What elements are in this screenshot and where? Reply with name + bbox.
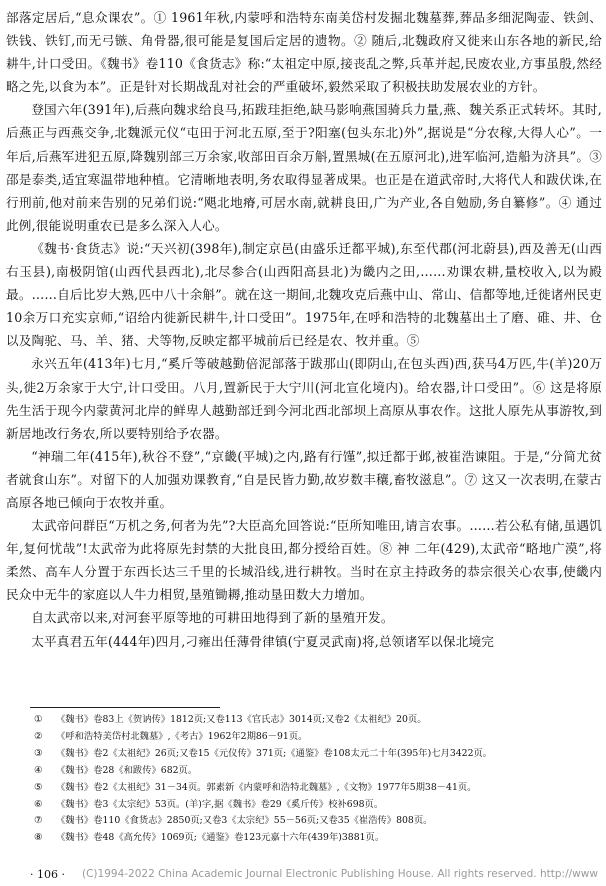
footnote-mark: ④	[34, 764, 43, 776]
footnote-mark: ⑦	[34, 815, 43, 827]
body-text	[6, 6, 602, 653]
footnote	[34, 830, 594, 847]
footnote-text: 《魏书》卷2《太祖纪》31－34页。郭素新《内蒙呼和浩特北魏墓》,《文物》1977年5期38－41页。	[56, 781, 477, 793]
page-number: · 106 ·	[30, 868, 65, 881]
footnote	[34, 746, 594, 763]
footnote-text: 《魏书》卷2《太祖纪》26页;又卷15《元仪传》371页;《通鉴》卷108太元二十年(395年)七月3422页。	[56, 747, 493, 759]
footnote	[34, 712, 594, 729]
footnotes	[34, 712, 594, 847]
footnote	[34, 763, 594, 780]
footnote-separator	[30, 707, 220, 708]
paragraph: 登国六年(391年),后燕向魏求给良马,拓跋珪拒绝,缺马影响燕国骑兵力量,燕、魏关系正式转坏。其时,后燕正与西燕交争,北魏派元仪“屯田于河北五原,至于?阳塞(包头东北)外”,据说是“分农稼,大得人心”。一年后,后燕军进犯五原,降魏别部三万余家,收部田百余万斛,置黑城(在五原河北),进军临河,造船为济具”。③ 邵是泰类,适宜寒温带地种植。它清晰地表明,务农取得显著成果。也正是在道武帝时,大将代人和跋伏诛,在行刑前,他对前来告别的兄弟们说:“飓北地瘠,可居水南,就耕良田,广为产业,各自勉励,务自纂修”。④ 通过此例,很能说明重农已是多么深入人心。	[6, 102, 602, 233]
footnote	[34, 797, 594, 814]
footnote-text: 《呼和浩特美岱村北魏墓》,《考古》1962年2期86－91页。	[56, 730, 308, 742]
paragraph: 太平真君五年(444年)四月,刁雍出任薄骨律镇(宁夏灵武南)将,总领诸军以保北境完	[31, 633, 495, 649]
footnote	[34, 729, 594, 746]
footnote-text: 《魏书》卷48《高允传》1069页;《通鉴》卷123元嘉十六年(439年)3881页。	[56, 832, 385, 844]
footnote-mark: ⑤	[34, 781, 43, 793]
paragraph: 永兴五年(413年)七月,“奚斤等破越勤倍泥部落于跋那山(即阴山,在包头西)西,获马4万匹,牛(羊)20万头,徙2万余家于大宁,计口受田。八月,置新民于大宁川(河北宣化境内)。给农器,计口受田”。⑥ 这是将原先生活于现今内蒙黄河北岸的鲜卑人越勤部迁到今河北西北部坝上高原从事农作。这批人原先从事游牧,到新居地改行务农,所以要特别给予农器。	[6, 356, 602, 441]
paragraph: 太武帝问群臣“万机之务,何者为先”?大臣高允回答说:“臣所知唯田,请言农事。……若公私有储,虽遇饥年,复何忧哉”!太武帝为此将原先封禁的大批良田,都分授给百姓。⑧ 神 二年(429),太武帝“略地广漠”,将柔然、高车人分置于东西长达三千里的长城沿线,进行耕牧。当时在京主持政务的恭宗很关心农事,使畿内民众中无牛的家庭以人牛力相贸,垦殖锄耨,推动垦田数大力增加。	[6, 518, 602, 603]
footnote	[34, 813, 594, 830]
copyright-watermark: (C)1994-2022 China Academic Journal Electronic Publishing House. All rights reserved. http://www	[82, 868, 598, 880]
footnote-mark: ③	[34, 747, 43, 759]
footnote-mark: ⑥	[34, 798, 43, 810]
footnote-mark: ②	[34, 730, 43, 742]
footnote-text: 《魏书》卷3《太宗纪》53页。(羊)字,据《魏书》卷29《奚斤传》校补698页。	[56, 798, 384, 810]
footnote	[34, 780, 594, 797]
paragraph: 部落定居后,“息众课农”。① 1961年秋,内蒙呼和浩特东南美岱村发掘北魏墓葬,葬品多细泥陶壶、铁剑、铁钱、铁钉,而无弓镞、角骨器,很可能是复国后定居的遗物。② 随后,北魏政府又徙来山东各地的新民,给耕牛,计口受田。《魏书》卷110《食货志》称:“太祖定中原,接丧乱之弊,兵革并起,民废农业,方事虽殷,然经略之先,以食为本”。正是针对长期战乱对社会的严重破坏,毅然采取了积极扶助发展农业的方针。	[6, 10, 602, 95]
footnote-text: 《魏书》卷28《和跋传》682页。	[56, 764, 198, 776]
footnote-text: 《魏书》卷110《食货志》2850页;又卷3《太宗纪》55－56页;又卷35《崔浩传》808页。	[56, 815, 433, 827]
footnote-mark: ①	[34, 714, 43, 725]
paragraph: 自太武帝以来,对河套平原等地的可耕田地得到了新的垦殖开发。	[31, 610, 394, 626]
footnote-mark: ⑧	[34, 832, 43, 844]
paragraph: “神瑞二年(415年),秋谷不登”,“京畿(平城)之内,路有行馑”,拟迁都于邺,被崔浩谏阻。于是,“分简尤贫者就食山东”。对留下的人加强劝课教育,“自是民皆力勤,故岁数丰穰,畜牧滋息”。⑦ 这又一次表明,在蒙古高原各地已倾向于农牧并重。	[6, 448, 602, 510]
footnote-text: 《魏书》卷83上《贺讷传》1812页;又卷113《官氏志》3014页;又卷2《太祖纪》20页。	[56, 714, 427, 725]
paragraph: 《魏书·食货志》说:“天兴初(398年),制定京邑(由盛乐迁都平城),东至代郡(河北蔚县),西及善无(山西右玉县),南极阴馆(山西代县西北),北尽参合(山西阳高县北)为畿内之田,……劝课农耕,量校收入,以为殿最。……自后比岁大熟,匹中八十余斛”。就在这一期间,北魏攻克后燕中山、常山、信都等地,迁徙诸州民吏10余万口充实京师,“诏给内徙新民耕牛,计口受田”。1975年,在呼和浩特的北魏墓出土了磨、碓、井、仓以及陶驼、马、羊、猪、犬等物,反映定都平城前后已经是农、牧并重。⑤	[6, 240, 602, 349]
